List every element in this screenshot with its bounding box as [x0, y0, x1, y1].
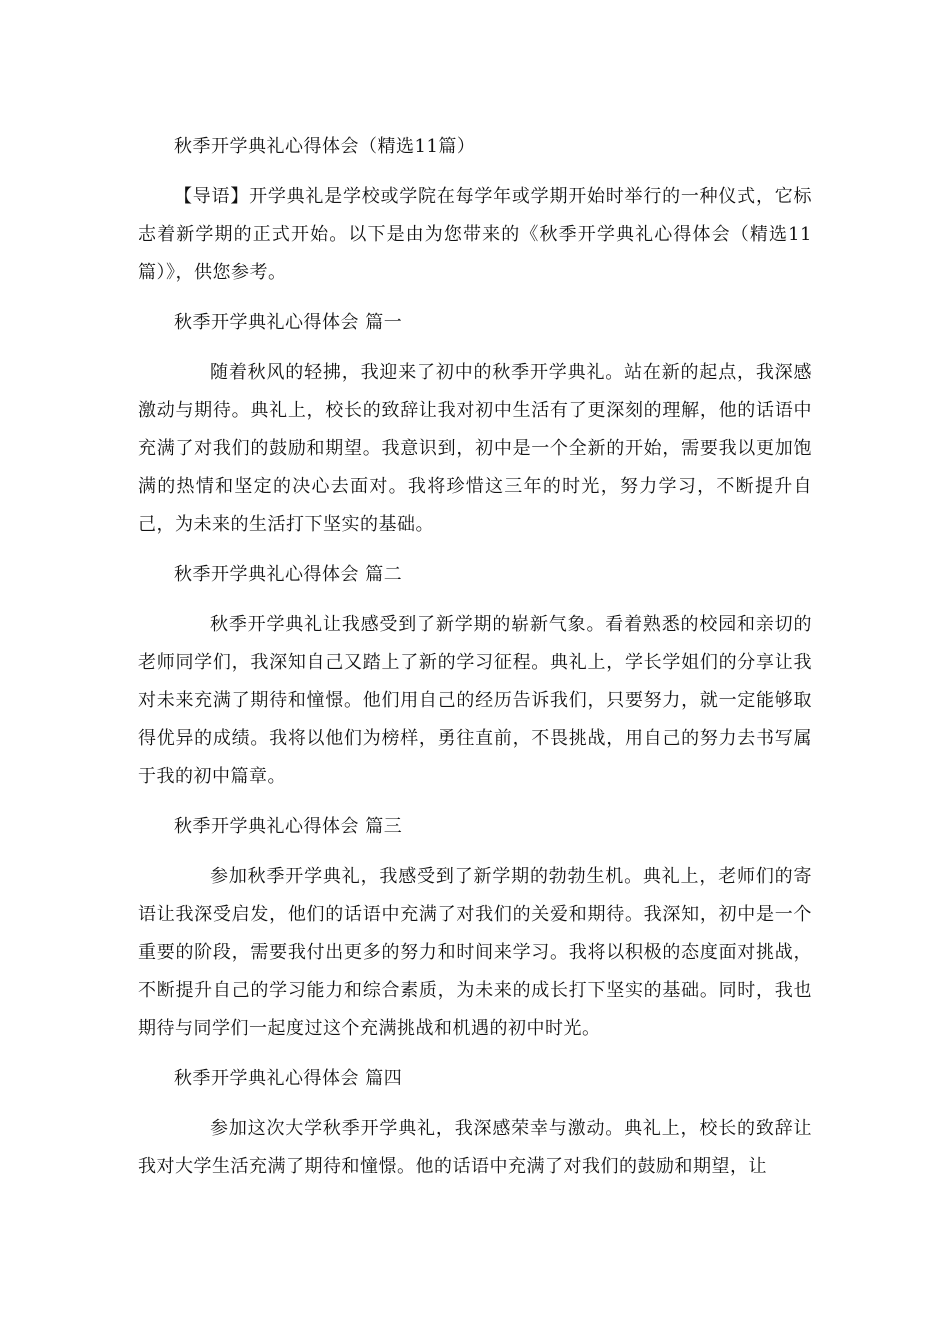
section-paragraph-3: 参加秋季开学典礼，我感受到了新学期的勃勃生机。典礼上，老师们的寄语让我深受启发，他们的话语中充满了对我们的关爱和期待。我深知，初中是一个重要的阶段，需要我付出更多的努力和时间来学习。我将以积极的态度面对挑战，不断提升自己的学习能力和综合素质，为未来的成长打下坚实的基础。同时，我也期待与同学们一起度过这个充满挑战和机遇的初中时光。: [138, 866, 812, 1039]
intro-paragraph: 【导语】开学典礼是学校或学院在每学年或学期开始时举行的一种仪式，它标志着新学期的正式开始。以下是由为您带来的《秋季开学典礼心得体会（精选11篇）》，供您参考。: [138, 186, 812, 283]
section-paragraph-4: 参加这次大学秋季开学典礼，我深感荣幸与激动。典礼上，校长的致辞让我对大学生活充满了期待和憧憬。他的话语中充满了对我们的鼓励和期望，让: [138, 1118, 812, 1177]
section-paragraph-1: 随着秋风的轻拂，我迎来了初中的秋季开学典礼。站在新的起点，我深感激动与期待。典礼上，校长的致辞让我对初中生活有了更深刻的理解，他的话语中充满了对我们的鼓励和期望。我意识到，初中是一个全新的开始，需要我以更加饱满的热情和坚定的决心去面对。我将珍惜这三年的时光，努力学习，不断提升自己，为未来的生活打下坚实的基础。: [138, 362, 812, 535]
section-heading-3: 秋季开学典礼心得体会 篇三: [174, 816, 403, 837]
section-heading-1: 秋季开学典礼心得体会 篇一: [174, 312, 403, 333]
section-heading-2: 秋季开学典礼心得体会 篇二: [174, 564, 403, 585]
document-title: 秋季开学典礼心得体会（精选11篇）: [174, 136, 476, 157]
document-body: [138, 128, 812, 1198]
section-paragraph-2: 秋季开学典礼让我感受到了新学期的崭新气象。看着熟悉的校园和亲切的老师同学们，我深知自己又踏上了新的学习征程。典礼上，学长学姐们的分享让我对未来充满了期待和憧憬。他们用自己的经历告诉我们，只要努力，就一定能够取得优异的成绩。我将以他们为榜样，勇往直前，不畏挑战，用自己的努力去书写属于我的初中篇章。: [138, 614, 812, 787]
section-heading-4: 秋季开学典礼心得体会 篇四: [174, 1068, 403, 1089]
